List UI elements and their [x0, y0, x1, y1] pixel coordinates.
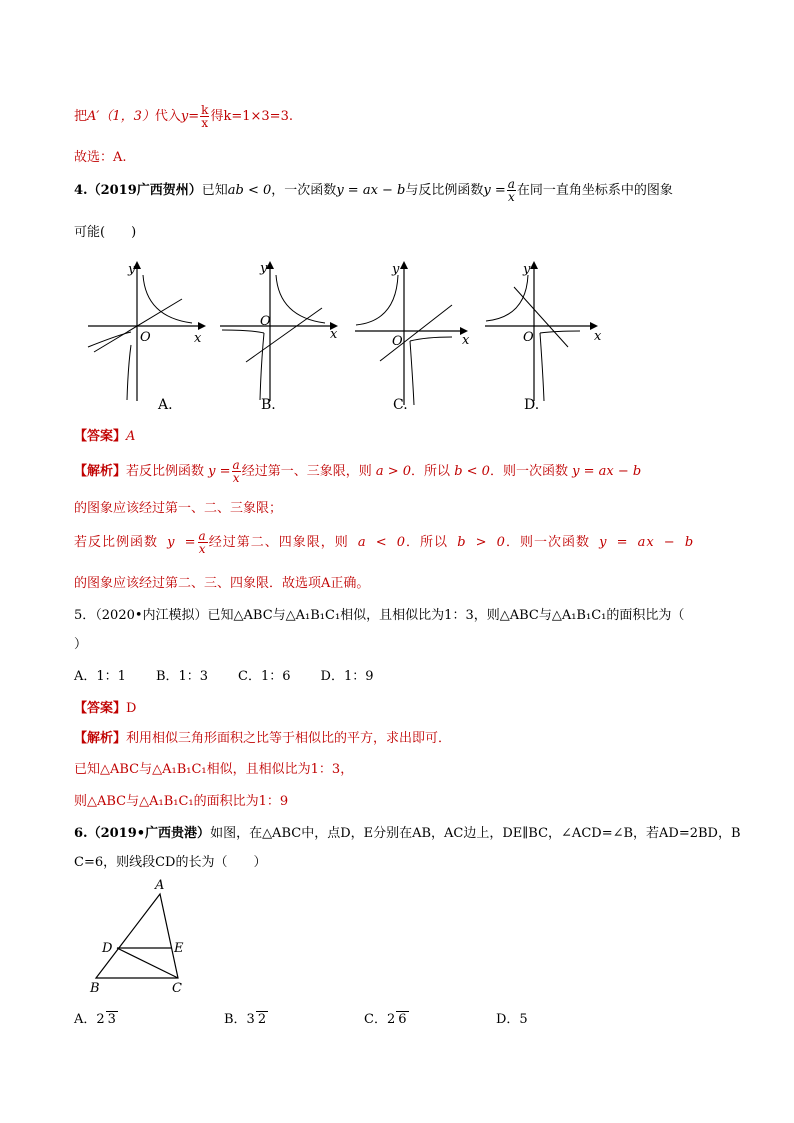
svg-text:y: y	[523, 262, 531, 277]
q5-answer: 【答案】D	[74, 701, 137, 716]
q4-graphs	[80, 255, 620, 415]
q4-analysis-1: 【解析】若反比例函数 y = $\frac{a}{x}$ 经过第一、三象限，则 a > 0．所以 b < 0．则一次函数 y = ax − b	[74, 458, 642, 485]
svg-text:E: E	[174, 941, 184, 956]
svg-text:x: x	[194, 331, 202, 346]
sub-point: A′（1，3）	[87, 109, 155, 124]
svg-text:y: y	[392, 262, 400, 277]
sub-result: k=1×3=3.	[223, 109, 293, 124]
graph-a-label: A.	[158, 397, 173, 413]
q5-option-c: C．1：6	[238, 669, 291, 684]
q6-option-c: C．2 6	[364, 1012, 407, 1027]
q5-option-b: B．1：3	[155, 669, 209, 684]
graph-b-label: B.	[261, 397, 276, 413]
q4-a1-fraction: $\frac{a}{x}$	[232, 458, 240, 485]
q4-analysis-2: 若反比例函数 y = $\frac{a}{x}$ 经过第二、四象限，则 a < 0．所以 b > 0．则一次函数 y = ax − b	[74, 529, 695, 556]
svg-text:D: D	[102, 941, 113, 956]
sub-de: 得	[210, 109, 224, 124]
sub-fraction	[200, 104, 209, 129]
q4-analysis-1b: 的图象应该经过第一、二、三象限；	[74, 501, 283, 516]
svg-text:O: O	[523, 330, 534, 345]
graph-d	[485, 261, 602, 413]
q4-answer	[74, 425, 135, 444]
q6-stem: 6.（2019•广西贵港）如图，在△ABC中，点D，E分别在AB，AC边上，DE∥BC，∠ACD=∠B，若AD=2BD，B	[74, 826, 741, 841]
q6-options	[74, 1008, 118, 1027]
sub-frac-den: x	[201, 116, 209, 130]
svg-text:x: x	[594, 329, 602, 344]
q5-option-d: D．1：9	[320, 669, 374, 684]
graph-c-label: C.	[393, 397, 408, 413]
sub-prefix: 把	[74, 109, 88, 124]
q4-source: 4.（2019广西贺州）	[74, 183, 202, 198]
q4-stem	[74, 178, 673, 203]
q4-text-c: 与反比例函数	[405, 183, 484, 198]
q4-text-d: 在同一直角坐标系中的图象	[516, 183, 673, 198]
graph-d-label: D.	[524, 397, 540, 413]
q6-stem-2: C=6，则线段CD的长为（ ）	[74, 855, 267, 870]
q4-inv-num: a	[507, 177, 515, 191]
q5-option-a: A．1：1	[74, 669, 126, 684]
graph-c	[355, 261, 470, 413]
svg-text:y: y	[128, 262, 136, 277]
q4-text-a: 已知	[201, 183, 228, 198]
q4-analysis-tag: 【解析】	[74, 464, 127, 479]
q4-cond: ab < 0	[227, 183, 272, 198]
q4-inv-den: x	[507, 190, 515, 204]
svg-text:A: A	[155, 878, 165, 893]
q4-answer-tag: 【答案】	[74, 429, 127, 444]
graph-b	[220, 261, 338, 413]
q4-inv-fraction	[507, 178, 516, 203]
sub-y: y=	[180, 109, 200, 124]
q6-option-d: D．5	[496, 1012, 528, 1027]
svg-text:y: y	[260, 261, 268, 276]
q6-option-a: A．2 3	[74, 1012, 116, 1027]
graph-a	[88, 261, 206, 413]
svg-text:x: x	[462, 333, 470, 348]
q6-option-b: B．3 2	[224, 1012, 267, 1027]
svg-text:O: O	[260, 314, 271, 329]
q4-stem-2: 可能( )	[74, 225, 137, 240]
q6-opt-a-radicand: 3	[107, 1012, 116, 1027]
q5-analysis: 【解析】利用相似三角形面积之比等于相似比的平方，求出即可．	[74, 731, 452, 746]
svg-text:O: O	[140, 330, 151, 345]
q3-answer: 故选：A.	[74, 150, 127, 165]
q5-stem-2: ）	[74, 637, 88, 652]
q6-opt-b-radicand: 2	[257, 1012, 267, 1027]
q6-opt-c-radicand: 6	[398, 1012, 407, 1027]
svg-text:x: x	[330, 327, 338, 342]
q5-analysis-line2: 则△ABC与△A₁B₁C₁的面积比为1：9	[74, 794, 289, 809]
q5-options	[74, 665, 374, 684]
substitution-line	[74, 104, 293, 129]
sub-mid: 代入	[154, 109, 181, 124]
q5-analysis-line1: 已知△ABC与△A₁B₁C₁相似，且相似比为1：3，	[74, 762, 354, 777]
svg-text:C: C	[172, 981, 182, 996]
q4-a2-fraction: $\frac{a}{x}$	[198, 529, 207, 556]
sub-frac-num: k	[201, 103, 209, 117]
svg-text:O: O	[392, 334, 403, 349]
q4-inv-y: y =	[483, 183, 506, 198]
q4-answer-value: A	[126, 429, 136, 444]
svg-text:B: B	[90, 981, 100, 996]
q5-stem: 5．（2020•内江模拟）已知△ABC与△A₁B₁C₁相似，且相似比为1：3，则△ABC与△A₁B₁C₁的面积比为（	[74, 608, 685, 623]
q4-linear: y = ax − b	[336, 183, 406, 198]
q4-text-b: ，一次函数	[271, 183, 337, 198]
q6-triangle-figure	[82, 876, 202, 996]
q4-analysis-2b: 的图象应该经过第二、三、四象限．故选项A正确。	[74, 576, 370, 591]
